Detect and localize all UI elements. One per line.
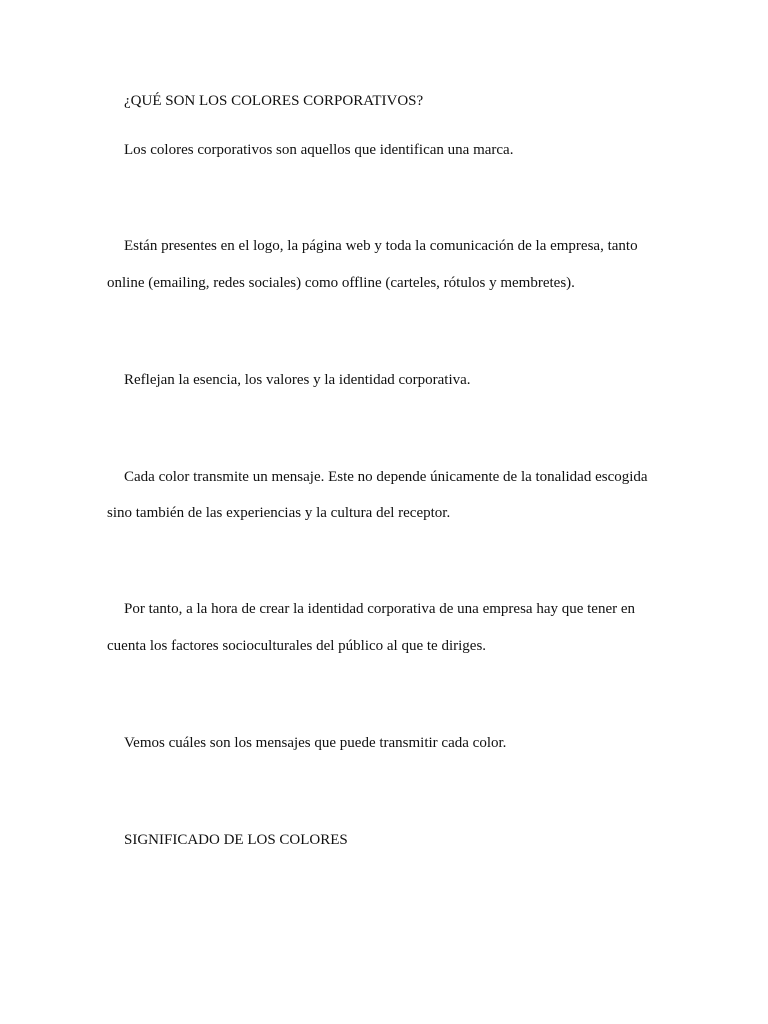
subheading: SIGNIFICADO DE LOS COLORES	[124, 832, 348, 848]
paragraph-line: cuenta los factores socioculturales del público al que te diriges.	[107, 638, 487, 654]
paragraph-line: Por tanto, a la hora de crear la identidad corporativa de una empresa hay que tener en	[124, 601, 636, 617]
paragraph-line: Los colores corporativos son aquellos que identifican una marca.	[124, 142, 514, 158]
paragraph-line: Están presentes en el logo, la página web y toda la comunicación de la empresa, tanto	[124, 238, 638, 254]
heading: ¿QUÉ SON LOS COLORES CORPORATIVOS?	[124, 93, 424, 109]
paragraph-line: Cada color transmite un mensaje. Este no depende únicamente de la tonalidad escogida	[124, 469, 648, 485]
paragraph-line: Reflejan la esencia, los valores y la identidad corporativa.	[124, 372, 471, 388]
paragraph-line: online (emailing, redes sociales) como offline (carteles, rótulos y membretes).	[107, 275, 575, 291]
paragraph-line: Vemos cuáles son los mensajes que puede transmitir cada color.	[124, 735, 507, 751]
paragraph-line: sino también de las experiencias y la cultura del receptor.	[107, 505, 451, 521]
